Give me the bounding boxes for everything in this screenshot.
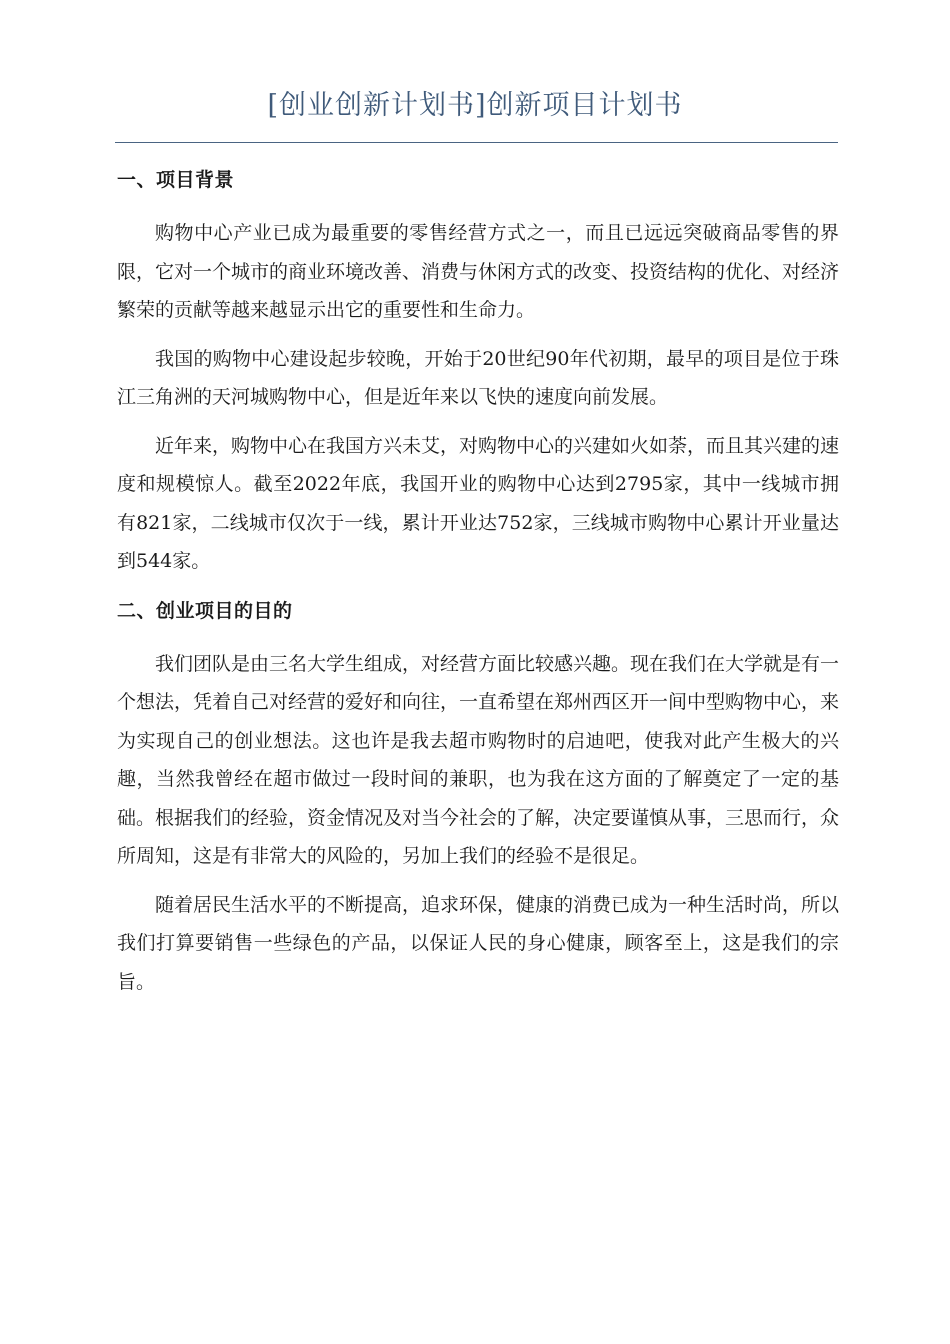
title-divider — [115, 142, 838, 143]
section-project-background — [117, 160, 839, 581]
document-body — [117, 160, 839, 1001]
paragraph: 近年来，购物中心在我国方兴未艾，对购物中心的兴建如火如荼，而且其兴建的速度和规模惊人。截至2022年底，我国开业的购物中心达到2795家，其中一线城市拥有821家，二线城市仅次于一线，累计开业达752家，三线城市购物中心累计开业量达到544家。 — [117, 434, 840, 572]
section-heading: 二、创业项目的目的 — [117, 599, 293, 622]
section-heading: 一、项目背景 — [117, 169, 235, 191]
paragraph: 随着居民生活水平的不断提高，追求环保，健康的消费已成为一种生活时尚，所以我们打算要销售一些绿色的产品，以保证人民的身心健康，顾客至上，这是我们的宗旨。 — [117, 893, 840, 993]
paragraph: 购物中心产业已成为最重要的零售经营方式之一，而且已远远突破商品零售的界限，它对一个城市的商业环境改善、消费与休闲方式的改变、投资结构的优化、对经济繁荣的贡献等越来越显示出它的重要性和生命力。 — [117, 222, 840, 321]
page-title: [创业创新计划书]创新项目计划书 — [267, 90, 683, 121]
section-project-purpose — [117, 591, 839, 1002]
paragraph: 我们团队是由三名大学生组成，对经营方面比较感兴趣。现在我们在大学就是有一个想法，凭着自己对经营的爱好和向往，一直希望在郑州西区开一间中型购物中心，来为实现自己的创业想法。这也许是我去超市购物时的启迪吧，使我对此产生极大的兴趣，当然我曾经在超市做过一段时间的兼职，也为我在这方面的了解奠定了一定的基础。根据我们的经验，资金情况及对当今社会的了解，决定要谨慎从事，三思而行，众所周知，这是有非常大的风险的，另加上我们的经验不是很足。 — [117, 652, 840, 867]
paragraph: 我国的购物中心建设起步较晚，开始于20世纪90年代初期，最早的项目是位于珠江三角洲的天河城购物中心，但是近年来以飞快的速度向前发展。 — [117, 347, 839, 408]
